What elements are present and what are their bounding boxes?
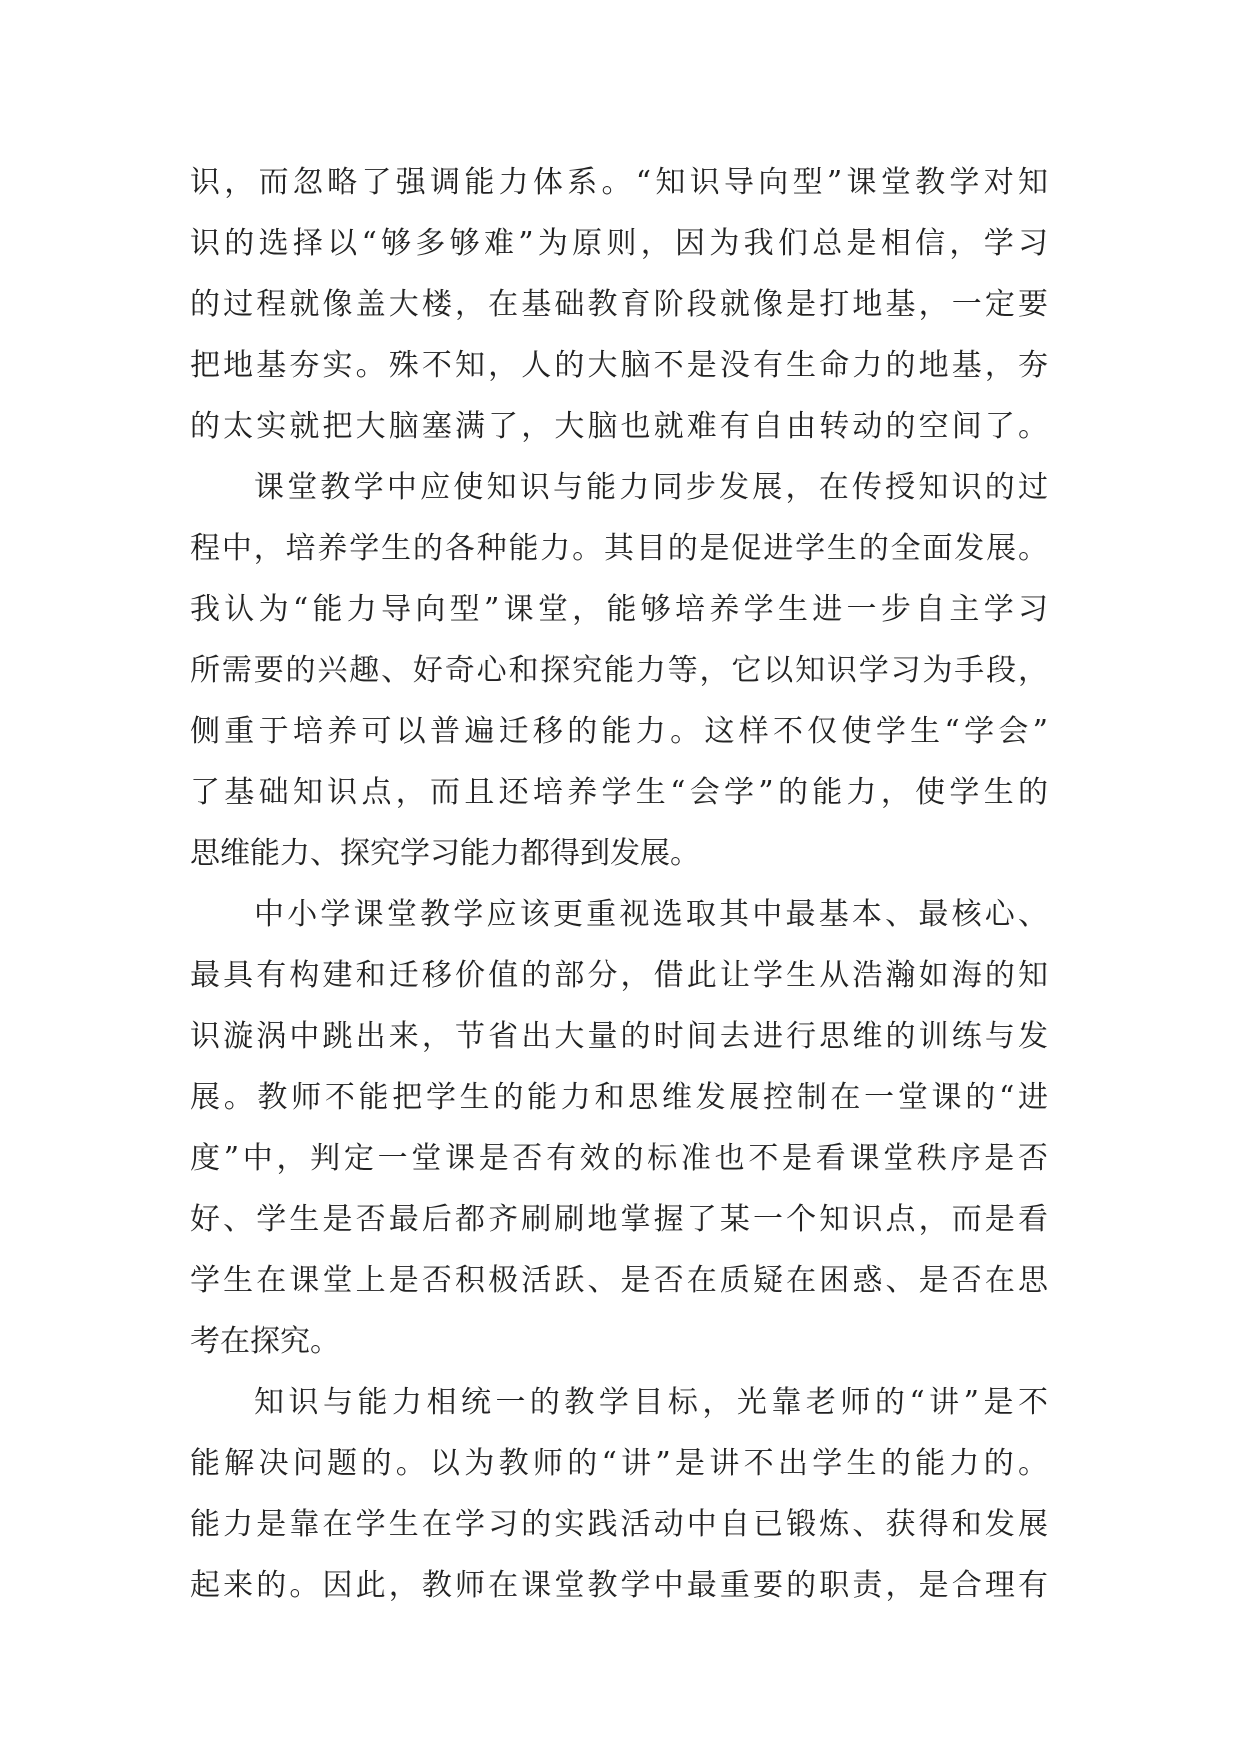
paragraph-line: 学生在课堂上是否积极活跃、是否在质疑在困惑、是否在思 [190,1263,1048,1298]
paragraph-3 [190,884,1048,1372]
paragraph-line: 能力是靠在学生在学习的实践活动中自已锻炼、获得和发展 [190,1507,1048,1542]
paragraph-4 [190,1372,1048,1616]
paragraph-line: 的过程就像盖大楼，在基础教育阶段就像是打地基，一定要 [190,287,1048,322]
paragraph-line: 课堂教学中应使知识与能力同步发展，在传授知识的过 [254,470,1048,505]
paragraph-line: 的太实就把大脑塞满了，大脑也就难有自由转动的空间了。 [190,409,1048,444]
paragraph-line: 中小学课堂教学应该更重视选取其中最基本、最核心、 [254,897,1048,932]
paragraph-line: 能解决问题的。以为教师的“讲”是讲不出学生的能力的。 [190,1446,1048,1481]
paragraph-line: 程中，培养学生的各种能力。其目的是促进学生的全面发展。 [190,531,1048,566]
paragraph-line: 识的选择以“够多够难”为原则，因为我们总是相信，学习 [190,226,1048,261]
paragraph-line: 好、学生是否最后都齐刷刷地掌握了某一个知识点，而是看 [190,1202,1048,1237]
paragraph-line: 知识与能力相统一的教学目标，光靠老师的“讲”是不 [254,1385,1048,1420]
paragraph-line: 识，而忽略了强调能力体系。“知识导向型”课堂教学对知 [190,165,1048,200]
paragraph-line: 侧重于培养可以普遍迁移的能力。这样不仅使学生“学会” [190,714,1048,749]
paragraph-line: 展。教师不能把学生的能力和思维发展控制在一堂课的“进 [190,1080,1048,1115]
paragraph-line: 所需要的兴趣、好奇心和探究能力等，它以知识学习为手段， [190,653,1048,688]
paragraph-line: 起来的。因此，教师在课堂教学中最重要的职责，是合理有 [190,1568,1048,1603]
paragraph-line: 了基础知识点，而且还培养学生“会学”的能力，使学生的 [190,775,1048,810]
paragraph-line: 思维能力、探究学习能力都得到发展。 [190,836,700,871]
paragraph-line: 把地基夯实。殊不知，人的大脑不是没有生命力的地基，夯 [190,348,1048,383]
document-body [190,152,1048,1616]
paragraph-2 [190,457,1048,884]
paragraph-line: 最具有构建和迁移价值的部分，借此让学生从浩瀚如海的知 [190,958,1048,993]
paragraph-line: 度”中，判定一堂课是否有效的标准也不是看课堂秩序是否 [190,1141,1048,1176]
paragraph-line: 识漩涡中跳出来，节省出大量的时间去进行思维的训练与发 [190,1019,1048,1054]
paragraph-1 [190,152,1048,457]
paragraph-line: 我认为“能力导向型”课堂，能够培养学生进一步自主学习 [190,592,1048,627]
paragraph-line: 考在探究。 [190,1324,340,1359]
